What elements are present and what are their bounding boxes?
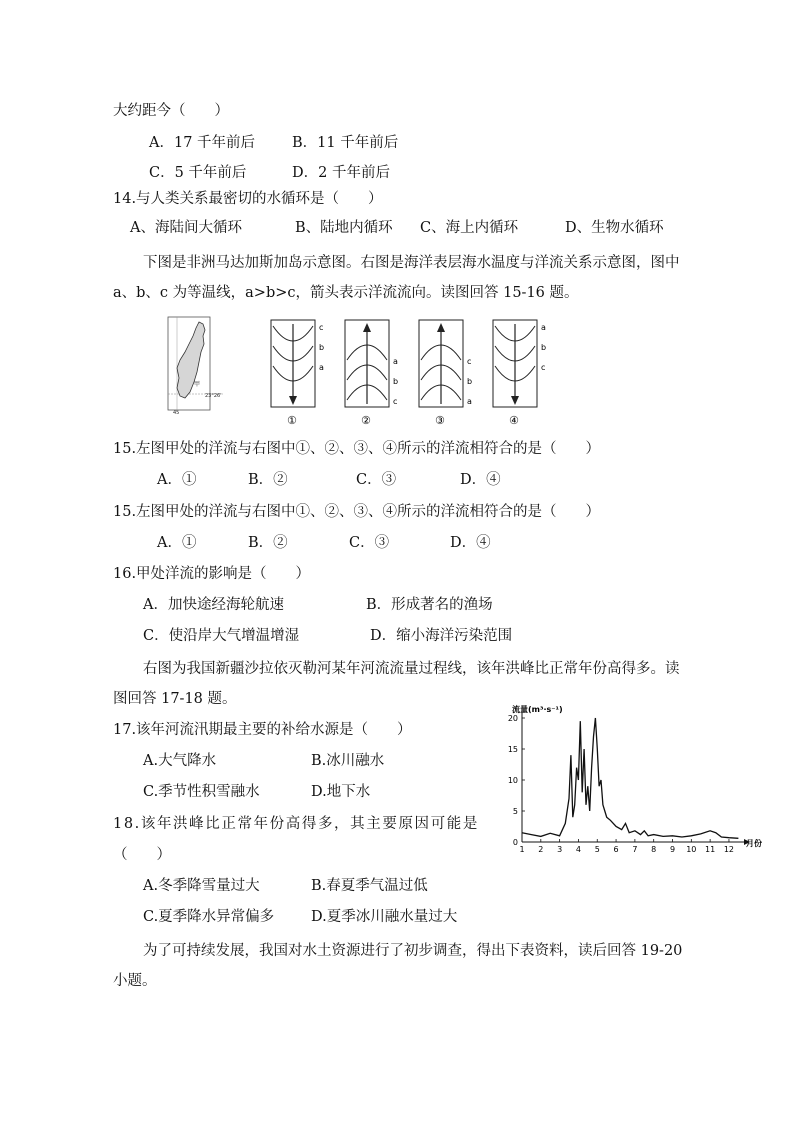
x-tick-label: 10: [686, 845, 697, 854]
x-tick-label: 8: [651, 845, 657, 854]
chart-x-axis-label: 月份: [746, 839, 762, 848]
q15a-option-c[interactable]: C．③: [356, 472, 397, 488]
panel-1-label-2: b: [319, 343, 325, 352]
x-tick-label: 4: [575, 845, 581, 854]
current-diagram: [268, 318, 558, 428]
intro-19-20: 为了可持续发展，我国对水土资源进行了初步调查，得出下表资料，读后回答 19-20 小题。: [113, 943, 683, 989]
q15b-option-c[interactable]: C．③: [349, 535, 390, 551]
panel-2-label-3: c: [393, 397, 398, 406]
panel-2-label-2: b: [393, 377, 399, 386]
map-label-lat: 23°26': [205, 393, 222, 399]
chart-axes: [522, 712, 750, 845]
q14-option-d[interactable]: D、生物水循环: [565, 220, 664, 236]
q16-option-d[interactable]: D．缩小海洋污染范围: [370, 628, 513, 644]
q13-option-b[interactable]: B．11 千年前后: [292, 135, 399, 151]
panel-2-label-1: a: [393, 357, 398, 366]
panel-2-number: ②: [361, 414, 371, 427]
q18-stem-blank: （ ）: [113, 847, 171, 863]
q15b-option-b[interactable]: B．②: [248, 535, 288, 551]
map-label-lon: 45: [173, 410, 180, 416]
panel-3-label-2: b: [467, 377, 473, 386]
q13-option-d[interactable]: D．2 千年前后: [292, 165, 390, 181]
y-tick-label: 10: [507, 776, 518, 785]
x-tick-label: 11: [705, 845, 716, 854]
q17-option-d[interactable]: D.地下水: [311, 784, 371, 800]
current-panel-1: [271, 320, 324, 427]
x-tick-label: 1: [519, 845, 525, 854]
y-tick-label: 20: [507, 714, 518, 723]
q15b-option-a[interactable]: A．①: [157, 535, 197, 551]
x-tick-label: 2: [538, 845, 544, 854]
q15a-option-d[interactable]: D．④: [460, 472, 501, 488]
x-tick-label: 12: [723, 845, 735, 854]
panel-3-label-3: a: [467, 397, 472, 406]
discharge-series-line: [522, 718, 738, 838]
q18-option-d[interactable]: D.夏季冰川融水量过大: [311, 909, 458, 925]
q15a-option-a[interactable]: A．①: [157, 472, 197, 488]
q15a-option-b[interactable]: B．②: [248, 472, 288, 488]
chart-ticks: [508, 714, 734, 854]
x-tick-label: 6: [613, 845, 619, 854]
q14-stem: 14.与人类关系最密切的水循环是（ ）: [113, 191, 383, 207]
q14-option-a[interactable]: A、海陆间大循环: [130, 220, 242, 236]
q17-option-a[interactable]: A.大气降水: [143, 753, 217, 769]
q13-option-a[interactable]: A．17 千年前后: [149, 135, 256, 151]
current-panel-2: [345, 320, 398, 427]
panel-4-label-1: a: [541, 323, 546, 332]
q15a-stem: 15.左图甲处的洋流与右图中①、②、③、④所示的洋流相符合的是（ ）: [113, 441, 601, 457]
y-tick-label: 15: [507, 745, 518, 754]
y-tick-label: 0: [512, 838, 518, 847]
panel-3-label-1: c: [467, 357, 472, 366]
y-tick-label: 5: [512, 807, 518, 816]
intro-17-18: 右图为我国新疆沙拉依灭勒河某年河流流量过程线，该年洪峰比正常年份高得多。读图回答 17-18 题。: [113, 661, 680, 707]
current-panel-3: [419, 320, 472, 427]
q16-option-b[interactable]: B．形成著名的渔场: [366, 597, 493, 613]
panel-1-number: ①: [287, 414, 297, 427]
q16-stem: 16.甲处洋流的影响是（ ）: [113, 566, 311, 582]
q16-option-c[interactable]: C．使沿岸大气增温增湿: [143, 628, 300, 644]
q17-option-c[interactable]: C.季节性积雪融水: [143, 784, 260, 800]
x-tick-label: 5: [594, 845, 600, 854]
q18-option-b[interactable]: B.春夏季气温过低: [311, 878, 428, 894]
panel-4-label-2: b: [541, 343, 547, 352]
q18-option-c[interactable]: C.夏季降水异常偏多: [143, 909, 275, 925]
x-tick-label: 7: [632, 845, 638, 854]
intro-15-16: 下图是非洲马达加斯加岛示意图。右图是海洋表层海水温度与洋流关系示意图，图中a、b、c 为等温线，a>b>c，箭头表示洋流流向。读图回答 15-16 题。: [113, 255, 680, 301]
q17-option-b[interactable]: B.冰川融水: [311, 753, 385, 769]
madagascar-map: [163, 316, 233, 416]
q15b-option-d[interactable]: D．④: [450, 535, 491, 551]
panel-4-number: ④: [509, 414, 519, 427]
panel-1-label-3: a: [319, 363, 324, 372]
q14-option-c[interactable]: C、海上内循环: [420, 220, 519, 236]
q18-option-a[interactable]: A.冬季降雪量过大: [143, 878, 260, 894]
map-label-jia: 甲: [194, 381, 201, 388]
q18-stem: 18.该年洪峰比正常年份高得多，其主要原因可能是: [113, 816, 479, 832]
q13-option-c[interactable]: C．5 千年前后: [149, 165, 247, 181]
panel-1-label-1: c: [319, 323, 324, 332]
chart-y-axis-label: 流量(m³·s⁻¹): [512, 705, 563, 714]
river-discharge-chart: [500, 700, 780, 855]
q15b-stem: 15.左图甲处的洋流与右图中①、②、③、④所示的洋流相符合的是（ ）: [113, 504, 601, 520]
x-tick-label: 3: [557, 845, 563, 854]
x-tick-label: 9: [669, 845, 676, 854]
q17-stem: 17.该年河流汛期最主要的补给水源是（ ）: [113, 722, 412, 738]
q13-stem-tail: 大约距今（ ）: [113, 103, 229, 119]
panel-4-label-3: c: [541, 363, 546, 372]
panel-3-number: ③: [435, 414, 445, 427]
q14-option-b[interactable]: B、陆地内循环: [295, 220, 393, 236]
q16-option-a[interactable]: A．加快途经海轮航速: [143, 597, 284, 613]
current-panel-4: [493, 320, 546, 427]
